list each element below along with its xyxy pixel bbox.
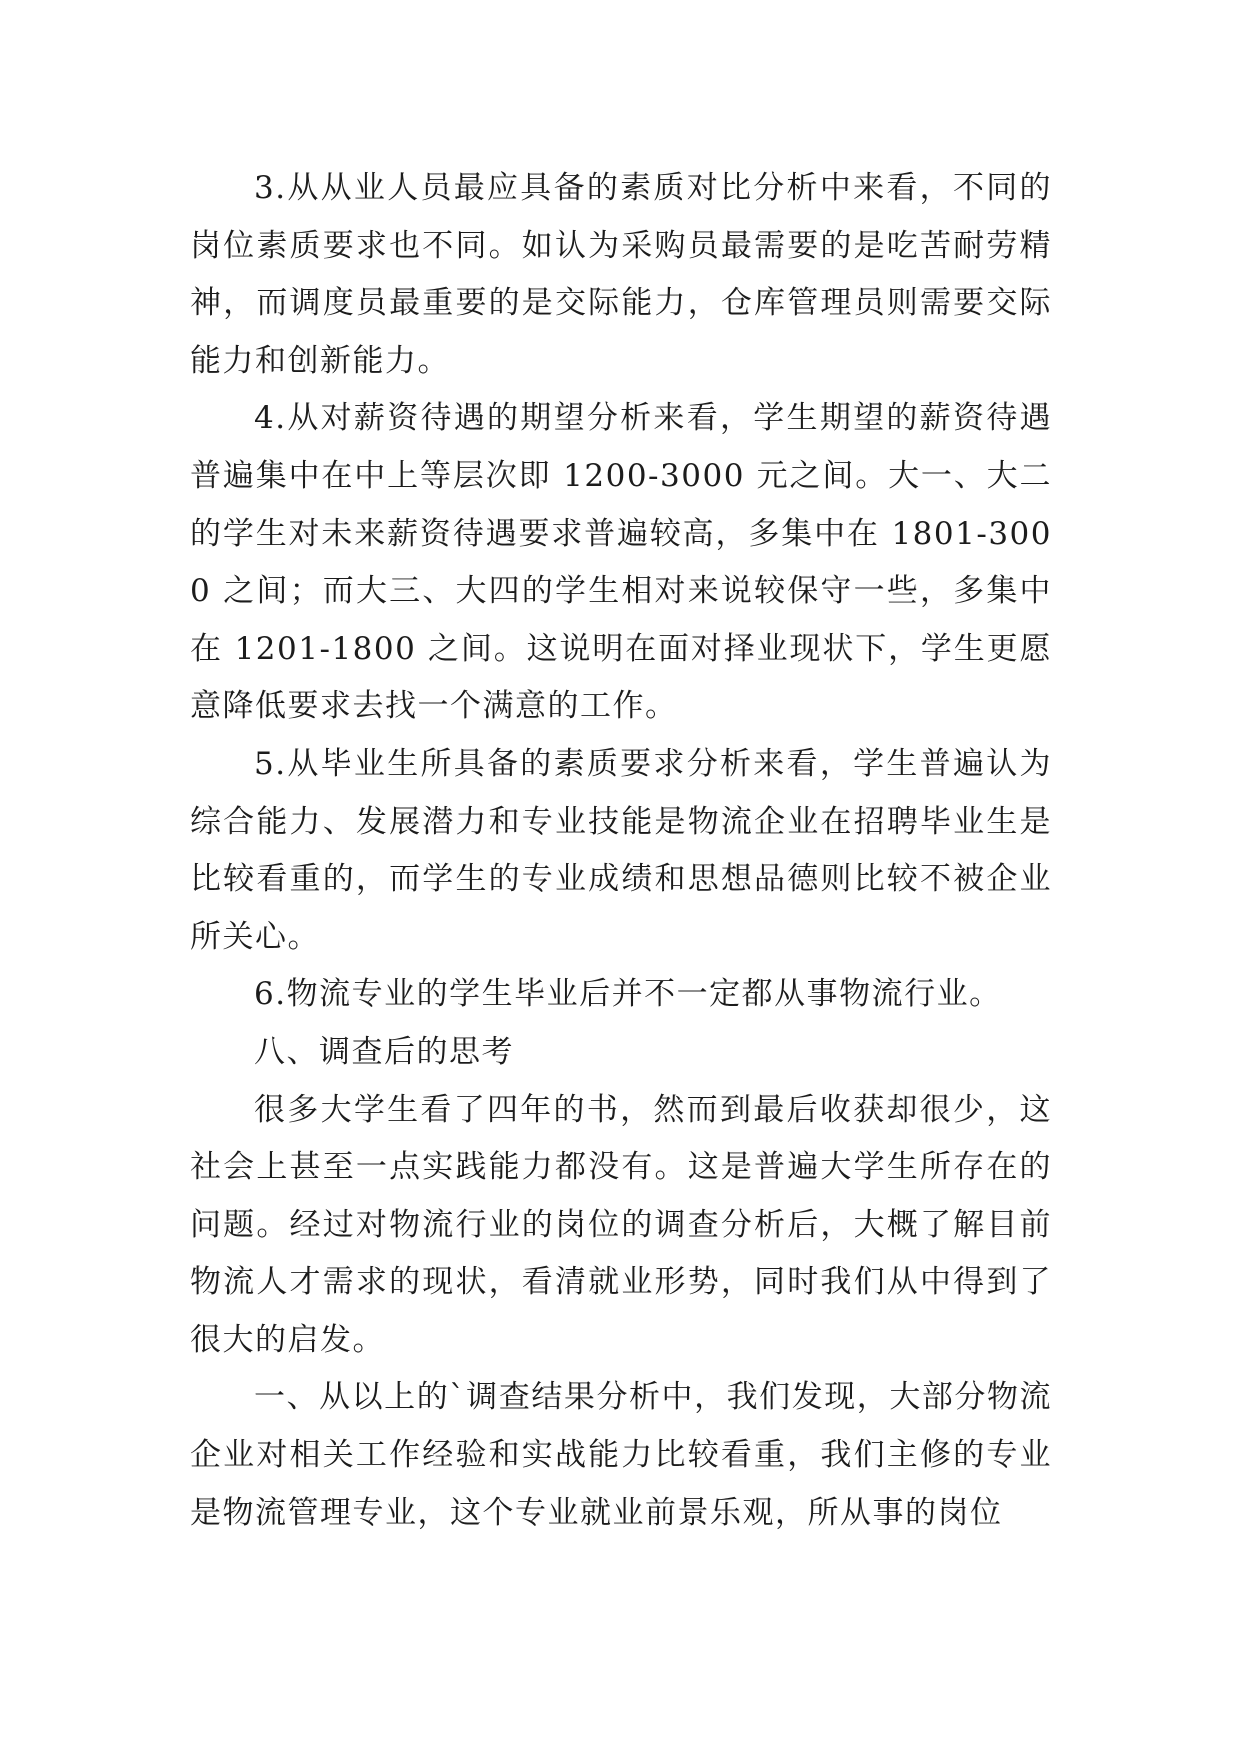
section-heading-reflection: 八、调查后的思考 bbox=[254, 1033, 514, 1070]
paragraph-quality-comparison: 3.从从业人员最应具备的素质对比分析中来看，不同的岗位素质要求也不同。如认为采购员最需要的是吃苦耐劳精神，而调度员最重要的是交际能力，仓库管理员则需要交际能力和创新能力。 bbox=[190, 170, 1052, 379]
document-body bbox=[190, 160, 1052, 1542]
paragraph-salary-expectation: 4.从对薪资待遇的期望分析来看，学生期望的薪资待遇普遍集中在中上等层次即 1200-3000 元之间。大一、大二的学生对未来薪资待遇要求普遍较高，多集中在 1801-3000 之间；而大三、大四的学生相对来说较保守一些，多集中在 1201-1800 之间。这说明在面对择业现状下，学生更愿意降低要求去找一个满意的工作。 bbox=[190, 400, 1052, 725]
paragraph-graduate-requirements: 5.从毕业生所具备的素质要求分析来看，学生普遍认为综合能力、发展潜力和专业技能是物流企业在招聘毕业生是比较看重的，而学生的专业成绩和思想品德则比较不被企业所关心。 bbox=[190, 745, 1052, 955]
paragraph-reflection-point-one: 一、从以上的`调查结果分析中，我们发现，大部分物流企业对相关工作经验和实战能力比较看重，我们主修的专业是物流管理专业，这个专业就业前景乐观，所从事的岗位 bbox=[190, 1379, 1052, 1531]
paragraph-reflection-intro: 很多大学生看了四年的书，然而到最后收获却很少，这社会上甚至一点实践能力都没有。这是普遍大学生所存在的问题。经过对物流行业的岗位的调查分析后，大概了解目前物流人才需求的现状，看清就业形势，同时我们从中得到了很大的启发。 bbox=[190, 1091, 1052, 1358]
paragraph-career-choice: 6.物流专业的学生毕业后并不一定都从事物流行业。 bbox=[254, 976, 1002, 1013]
